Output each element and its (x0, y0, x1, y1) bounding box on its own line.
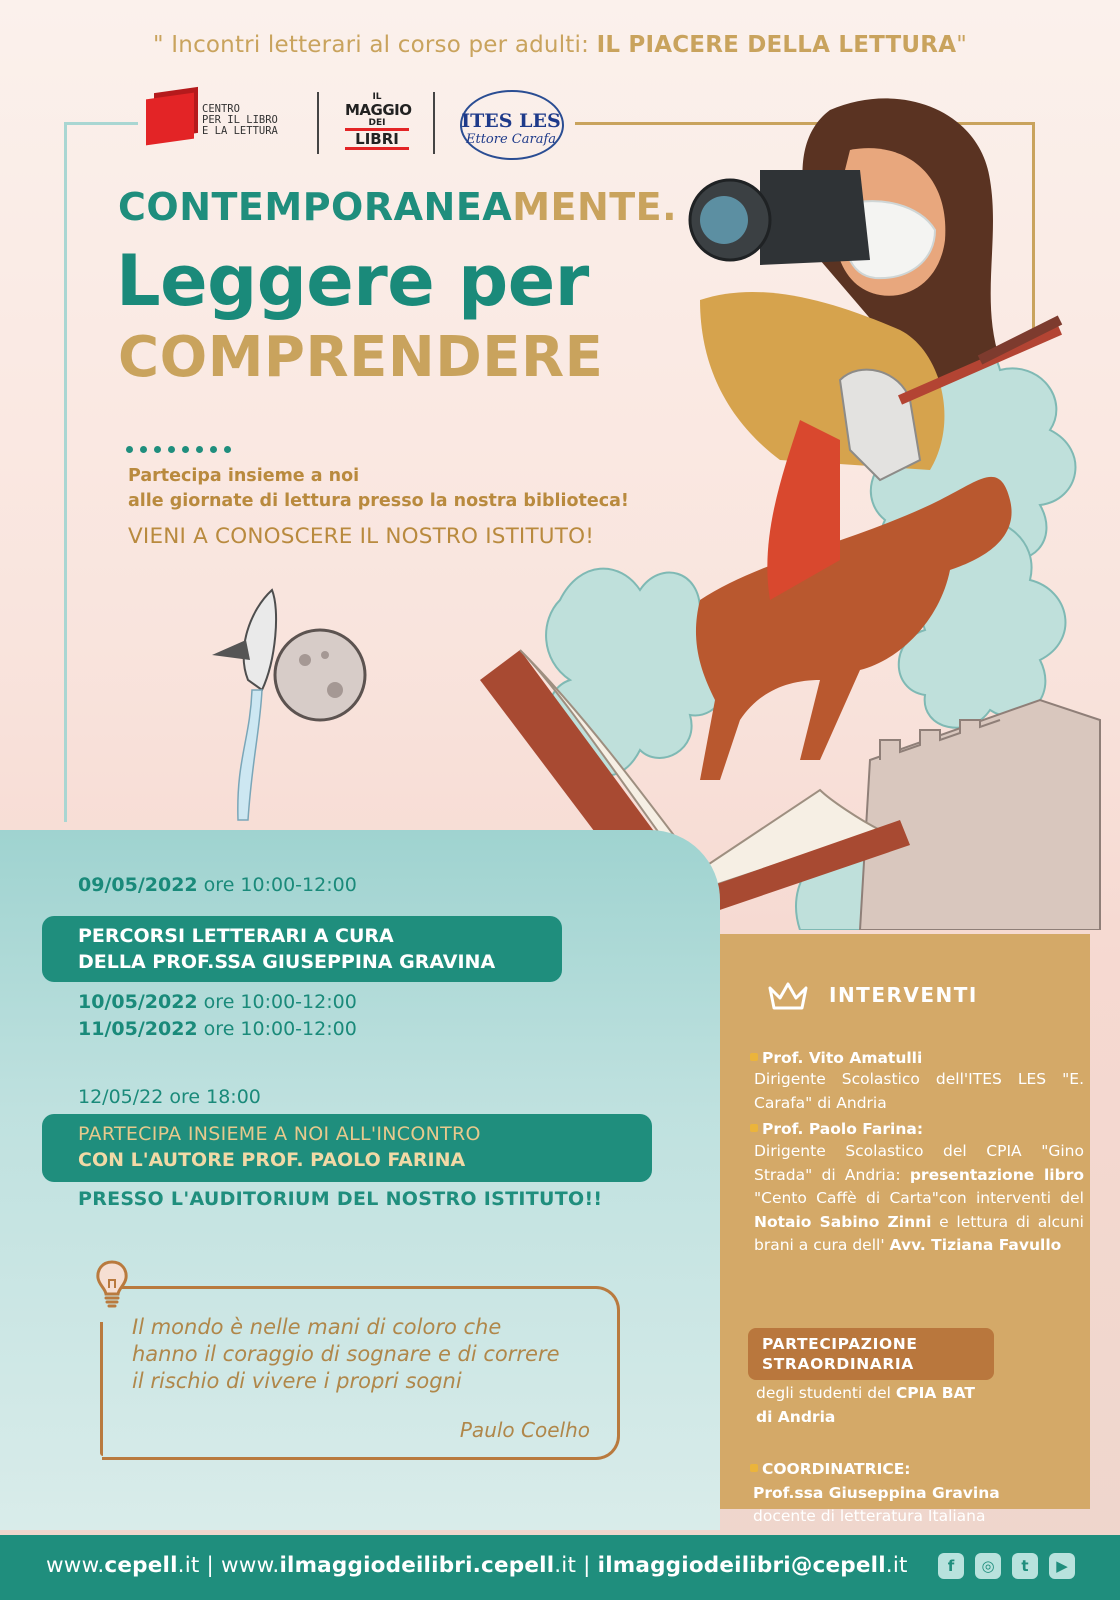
quote-frame-left (100, 1322, 103, 1456)
quote-author: Paulo Coelho (459, 1418, 590, 1442)
auditorium-note: PRESSO L'AUDITORIUM DEL NOSTRO ISTITUTO!! (78, 1188, 603, 1210)
dot-divider (126, 438, 256, 446)
header-tagline: " Incontri letterari al corso per adulti: IL PIACERE DELLA LETTURA" (153, 32, 967, 58)
partecipazione-text: degli studenti del CPIA BAT di Andria (756, 1384, 975, 1426)
schedule-box-2: PARTECIPA INSIEME A NOI ALL'INCONTRO CON L'AUTORE PROF. PAOLO FARINA (42, 1114, 652, 1182)
instagram-icon[interactable]: ◎ (975, 1553, 1001, 1579)
title-line-2: Leggere per (116, 240, 589, 322)
partecipazione-badge: PARTECIPAZIONE STRAORDINARIA (748, 1328, 994, 1380)
schedule-date-3: 11/05/2022 ore 10:00-12:00 (78, 1018, 357, 1040)
quote-text: Il mondo è nelle mani di coloro che hanno il coraggio di sognare e di correre il rischio di vivere i propri sogni (132, 1315, 560, 1393)
title-line-1: CONTEMPORANEAMENTE. (118, 185, 678, 229)
schedule-box-1: PERCORSI LETTERARI A CURA DELLA PROF.SSA GIUSEPPINA GRAVINA (42, 916, 562, 982)
rocket (212, 590, 276, 820)
youtube-icon[interactable]: ▶ (1049, 1553, 1075, 1579)
cepell-logo: CENTRO PER IL LIBRO E LA LETTURA (146, 90, 296, 150)
schedule-date-4: 12/05/22 ore 18:00 (78, 1086, 261, 1108)
speaker-2-desc: Dirigente Scolastico del CPIA "Gino Strada" di Andria: presentazione libro "Cento Caffè di Carta"con interventi del Notaio Sabino Zinni e lettura di alcuni brani a cura dell' Avv. Tiziana Favullo (754, 1142, 1084, 1254)
schedule-date-1: 09/05/2022 ore 10:00-12:00 (78, 874, 357, 896)
footer-links[interactable]: www.cepell.it | www.ilmaggiodeilibri.cepell.it | ilmaggiodeilibri@cepell.it (46, 1553, 908, 1578)
interventi-title: INTERVENTI (829, 983, 978, 1007)
speaker-1-desc: Dirigente Scolastico dell'ITES LES "E. Carafa" di Andria (754, 1070, 1084, 1112)
lightbulb-icon (92, 1258, 132, 1310)
frame-line-top (64, 122, 138, 125)
coordinatrice-block: COORDINATRICE: Prof.ssa Giuseppina Gravina docente di letteratura Italiana (750, 1458, 1080, 1529)
schedule-date-2: 10/05/2022 ore 10:00-12:00 (78, 991, 357, 1013)
maggio-dei-libri-logo: IL MAGGIO DEI LIBRI (345, 92, 412, 148)
facebook-icon[interactable]: f (938, 1553, 964, 1579)
speaker-1-name: Prof. Vito Amatulli (750, 1047, 1085, 1071)
intro-text: Partecipa insieme a noi alle giornate di lettura presso la nostra biblioteca! (128, 466, 629, 511)
moon (275, 630, 365, 720)
crown-icon (766, 978, 810, 1014)
frame-line-left (64, 122, 67, 822)
intro-callout: VIENI A CONOSCERE IL NOSTRO ISTITUTO! (128, 524, 595, 549)
title-line-3: COMPRENDERE (118, 325, 604, 390)
ites-les-logo: ITES LES Ettore Carafa (452, 88, 570, 160)
castle (860, 700, 1100, 930)
speaker-2-name: Prof. Paolo Farina: (750, 1118, 1085, 1142)
twitter-icon[interactable]: t (1012, 1553, 1038, 1579)
